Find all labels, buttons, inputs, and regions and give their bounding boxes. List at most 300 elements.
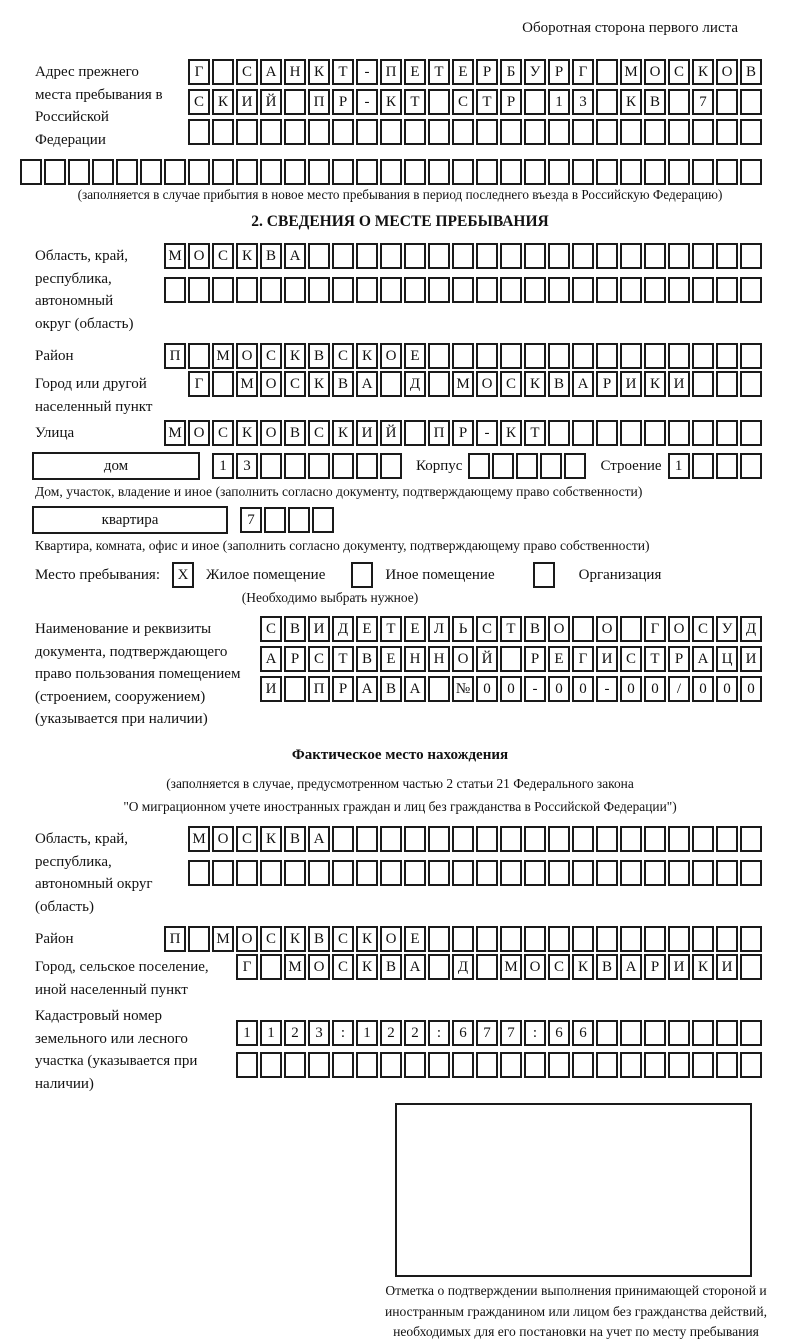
char-cell: И xyxy=(308,616,330,642)
char-cell: В xyxy=(356,646,378,672)
char-cell xyxy=(668,119,690,145)
char-cell xyxy=(380,243,402,269)
char-cell: П xyxy=(380,59,402,85)
char-cell xyxy=(332,159,354,185)
char-cell: Р xyxy=(548,59,570,85)
char-cell xyxy=(236,119,258,145)
char-cell xyxy=(428,954,450,980)
char-cell xyxy=(692,826,714,852)
char-cell: Р xyxy=(524,646,546,672)
char-cell xyxy=(356,826,378,852)
char-cell: 0 xyxy=(740,676,762,702)
char-cell xyxy=(500,826,522,852)
char-cell: К xyxy=(308,59,330,85)
char-cell: А xyxy=(404,676,426,702)
char-cell: С xyxy=(452,89,474,115)
char-cell: М xyxy=(212,343,234,369)
char-cell xyxy=(596,59,618,85)
char-cell xyxy=(284,277,306,303)
char-cell xyxy=(428,277,450,303)
char-cell xyxy=(596,1052,618,1078)
char-cell xyxy=(68,159,90,185)
char-cell xyxy=(692,243,714,269)
char-cell: Р xyxy=(452,420,474,446)
actual-location-note-line2: "О миграционном учете иностранных граждан и лиц без гражданства в Российской Федерации") xyxy=(123,798,677,814)
char-cell xyxy=(644,826,666,852)
char-cell xyxy=(356,243,378,269)
char-cell xyxy=(692,860,714,886)
char-cell: С xyxy=(332,954,354,980)
char-cell: М xyxy=(620,59,642,85)
char-cell: Й xyxy=(260,89,282,115)
char-cell xyxy=(596,89,618,115)
char-cell: Е xyxy=(404,616,426,642)
char-cell xyxy=(260,1052,282,1078)
char-cell: Р xyxy=(476,59,498,85)
char-cell: В xyxy=(308,343,330,369)
char-cell: Д xyxy=(452,954,474,980)
cadastre-field xyxy=(35,1003,762,1095)
char-cell xyxy=(380,159,402,185)
char-cell xyxy=(468,453,490,479)
actual-region-label: Область, край, республика, автономный округ (область) xyxy=(35,831,153,915)
char-cell: К xyxy=(236,420,258,446)
char-cell: К xyxy=(284,343,306,369)
prev-address-field xyxy=(35,59,762,151)
char-cell xyxy=(572,119,594,145)
char-cell xyxy=(740,119,762,145)
char-cell: Р xyxy=(596,371,618,397)
char-cell: С xyxy=(284,371,306,397)
char-cell xyxy=(188,119,210,145)
region-field xyxy=(35,243,762,335)
char-cell xyxy=(692,420,714,446)
char-cell xyxy=(644,1052,666,1078)
char-cell: М xyxy=(212,926,234,952)
char-cell: О xyxy=(236,926,258,952)
char-cell xyxy=(452,860,474,886)
char-cell: О xyxy=(212,826,234,852)
char-cell: Т xyxy=(524,420,546,446)
char-cell xyxy=(284,676,306,702)
char-cell: 0 xyxy=(644,676,666,702)
char-cell xyxy=(572,1052,594,1078)
char-cell: К xyxy=(380,89,402,115)
char-cell: В xyxy=(380,676,402,702)
char-cell: С xyxy=(668,59,690,85)
char-cell xyxy=(596,826,618,852)
char-cell xyxy=(452,826,474,852)
char-cell: С xyxy=(260,616,282,642)
char-cell xyxy=(332,119,354,145)
char-cell: : xyxy=(332,1020,354,1046)
char-cell xyxy=(260,119,282,145)
char-cell xyxy=(716,89,738,115)
char-cell: С xyxy=(476,616,498,642)
char-cell: С xyxy=(212,243,234,269)
char-cell: О xyxy=(476,371,498,397)
char-cell xyxy=(668,826,690,852)
char-cell: В xyxy=(284,616,306,642)
char-cell xyxy=(716,371,738,397)
char-cell: 3 xyxy=(308,1020,330,1046)
char-cell: С xyxy=(260,926,282,952)
char-cell xyxy=(380,860,402,886)
char-cell: О xyxy=(452,646,474,672)
char-cell: 1 xyxy=(548,89,570,115)
char-cell xyxy=(308,119,330,145)
char-cell xyxy=(308,159,330,185)
char-cell xyxy=(668,1052,690,1078)
char-cell xyxy=(260,453,282,479)
char-cell xyxy=(500,860,522,886)
char-cell xyxy=(212,860,234,886)
char-cell: К xyxy=(692,954,714,980)
char-cell: С xyxy=(260,343,282,369)
char-cell: В xyxy=(284,420,306,446)
char-cell: А xyxy=(308,826,330,852)
char-cell: - xyxy=(476,420,498,446)
char-cell: Г xyxy=(188,59,210,85)
stroenie-cells xyxy=(668,453,762,479)
actual-district-row xyxy=(164,926,762,952)
char-cell xyxy=(740,371,762,397)
char-cell: О xyxy=(380,343,402,369)
char-cell xyxy=(716,453,738,479)
char-cell xyxy=(332,1052,354,1078)
char-cell: Р xyxy=(644,954,666,980)
prev-address-row-4 xyxy=(20,159,762,185)
char-cell: Г xyxy=(572,59,594,85)
street-row xyxy=(164,420,762,446)
char-cell: Е xyxy=(404,59,426,85)
document-rows xyxy=(249,616,762,731)
back-side-note: Оборотная сторона первого листа xyxy=(522,20,738,36)
char-cell: И xyxy=(356,420,378,446)
char-cell xyxy=(332,860,354,886)
char-cell: О xyxy=(668,616,690,642)
char-cell xyxy=(332,243,354,269)
char-cell: В xyxy=(308,926,330,952)
char-cell: Л xyxy=(428,616,450,642)
char-cell xyxy=(668,1020,690,1046)
char-cell xyxy=(740,243,762,269)
char-cell xyxy=(452,243,474,269)
char-cell xyxy=(644,243,666,269)
char-cell: Ц xyxy=(716,646,738,672)
char-cell xyxy=(716,1052,738,1078)
char-cell xyxy=(692,1020,714,1046)
char-cell xyxy=(548,1052,570,1078)
char-cell: Н xyxy=(404,646,426,672)
char-cell: И xyxy=(740,646,762,672)
char-cell: 2 xyxy=(284,1020,306,1046)
actual-district-rows xyxy=(145,926,762,952)
char-cell xyxy=(692,119,714,145)
char-cell xyxy=(716,159,738,185)
char-cell: Г xyxy=(572,646,594,672)
char-cell: С xyxy=(332,343,354,369)
char-cell xyxy=(428,860,450,886)
char-cell xyxy=(212,371,234,397)
char-cell: К xyxy=(644,371,666,397)
char-cell xyxy=(404,159,426,185)
char-cell xyxy=(572,277,594,303)
char-cell: 7 xyxy=(500,1020,522,1046)
char-cell xyxy=(668,860,690,886)
char-cell: 2 xyxy=(404,1020,426,1046)
prev-address-note: (заполняется в случае прибытия в новое место пребывания в период последнего въезда в Российскую Федерацию) xyxy=(77,187,723,202)
street-field xyxy=(35,420,762,446)
char-cell: 6 xyxy=(572,1020,594,1046)
char-cell xyxy=(500,646,522,672)
char-cell xyxy=(164,277,186,303)
char-cell: В xyxy=(260,243,282,269)
char-cell xyxy=(212,159,234,185)
char-cell: С xyxy=(620,646,642,672)
char-cell: И xyxy=(668,954,690,980)
char-cell xyxy=(428,371,450,397)
district-label: Район xyxy=(35,348,74,364)
actual-region-rows xyxy=(175,826,762,918)
char-cell: О xyxy=(716,59,738,85)
char-cell: Д xyxy=(404,371,426,397)
char-cell xyxy=(380,371,402,397)
char-cell xyxy=(548,926,570,952)
char-cell xyxy=(404,860,426,886)
cadastre-row-2 xyxy=(236,1052,762,1078)
char-cell: А xyxy=(284,243,306,269)
char-cell: К xyxy=(524,371,546,397)
char-cell xyxy=(428,676,450,702)
char-cell: И xyxy=(596,646,618,672)
char-cell xyxy=(644,926,666,952)
char-cell: С xyxy=(236,826,258,852)
char-cell: - xyxy=(524,676,546,702)
char-cell: Ь xyxy=(452,616,474,642)
char-cell xyxy=(20,159,42,185)
char-cell xyxy=(716,926,738,952)
char-cell: Б xyxy=(500,59,522,85)
char-cell xyxy=(284,860,306,886)
prev-address-row-4-cells xyxy=(20,159,762,185)
char-cell xyxy=(404,1052,426,1078)
char-cell: : xyxy=(524,1020,546,1046)
char-cell xyxy=(668,277,690,303)
char-cell: Г xyxy=(188,371,210,397)
char-cell: С xyxy=(212,420,234,446)
char-cell: 3 xyxy=(572,89,594,115)
char-cell: П xyxy=(308,89,330,115)
char-cell: П xyxy=(164,343,186,369)
char-cell xyxy=(524,277,546,303)
char-cell xyxy=(428,243,450,269)
char-cell xyxy=(740,343,762,369)
char-cell: Т xyxy=(332,59,354,85)
actual-region-row-1 xyxy=(188,826,762,852)
char-cell xyxy=(476,277,498,303)
char-cell: 0 xyxy=(692,676,714,702)
char-cell: А xyxy=(260,646,282,672)
char-cell xyxy=(308,453,330,479)
char-cell: О xyxy=(548,616,570,642)
stay-type-note: (Необходимо выбрать нужное) xyxy=(241,590,419,605)
char-cell xyxy=(312,507,334,533)
char-cell xyxy=(620,926,642,952)
char-cell xyxy=(548,343,570,369)
char-cell xyxy=(596,159,618,185)
char-cell: № xyxy=(452,676,474,702)
char-cell xyxy=(716,343,738,369)
document-row-3 xyxy=(260,676,762,702)
char-cell xyxy=(500,1052,522,1078)
city-label: Город или другой населенный пункт xyxy=(35,376,153,415)
char-cell: Е xyxy=(452,59,474,85)
stroenie-label: Строение xyxy=(600,457,662,474)
char-cell xyxy=(524,926,546,952)
char-cell xyxy=(284,119,306,145)
char-cell xyxy=(668,926,690,952)
char-cell xyxy=(620,243,642,269)
char-cell: 0 xyxy=(548,676,570,702)
char-cell: 7 xyxy=(476,1020,498,1046)
char-cell: О xyxy=(260,371,282,397)
char-cell xyxy=(212,59,234,85)
actual-location-note-line1: (заполняется в случае, предусмотренном частью 2 статьи 21 Федерального закона xyxy=(166,775,634,791)
prev-address-rows xyxy=(163,59,762,151)
region-rows xyxy=(147,243,762,335)
char-cell xyxy=(740,954,762,980)
char-cell xyxy=(620,826,642,852)
char-cell xyxy=(692,159,714,185)
actual-city-rows xyxy=(221,954,762,1001)
char-cell xyxy=(260,860,282,886)
char-cell: С xyxy=(308,646,330,672)
char-cell xyxy=(692,343,714,369)
char-cell xyxy=(452,1052,474,1078)
char-cell xyxy=(452,119,474,145)
char-cell xyxy=(380,453,402,479)
char-cell xyxy=(500,277,522,303)
char-cell xyxy=(572,826,594,852)
document-row-2 xyxy=(260,646,762,672)
char-cell: Е xyxy=(380,646,402,672)
street-rows xyxy=(145,420,762,446)
char-cell: 1 xyxy=(236,1020,258,1046)
char-cell: Й xyxy=(380,420,402,446)
char-cell: К xyxy=(620,89,642,115)
char-cell: В xyxy=(380,954,402,980)
actual-city-label: Город, сельское поселение, иной населенный пункт xyxy=(35,959,209,998)
char-cell: А xyxy=(356,371,378,397)
char-cell: И xyxy=(716,954,738,980)
char-cell xyxy=(740,860,762,886)
char-cell xyxy=(620,616,642,642)
region-label: Область, край, республика, автономный округ (область) xyxy=(35,248,134,332)
prev-address-row-3 xyxy=(188,119,762,145)
prev-address-row-2 xyxy=(188,89,762,115)
char-cell xyxy=(500,343,522,369)
char-cell: О xyxy=(644,59,666,85)
char-cell xyxy=(716,243,738,269)
char-cell xyxy=(548,243,570,269)
char-cell: 0 xyxy=(500,676,522,702)
char-cell: В xyxy=(284,826,306,852)
char-cell: Т xyxy=(644,646,666,672)
char-cell xyxy=(236,159,258,185)
char-cell: Н xyxy=(284,59,306,85)
char-cell: 7 xyxy=(240,507,262,533)
char-cell xyxy=(92,159,114,185)
char-cell xyxy=(288,507,310,533)
char-cell xyxy=(284,453,306,479)
char-cell xyxy=(740,826,762,852)
char-cell: Т xyxy=(332,646,354,672)
char-cell xyxy=(212,119,234,145)
char-cell xyxy=(740,926,762,952)
char-cell: Н xyxy=(428,646,450,672)
korpus-label: Корпус xyxy=(416,457,463,474)
char-cell: О xyxy=(524,954,546,980)
char-cell: О xyxy=(260,420,282,446)
char-cell: 3 xyxy=(236,453,258,479)
char-cell: М xyxy=(164,420,186,446)
char-cell xyxy=(308,1052,330,1078)
char-cell xyxy=(524,860,546,886)
char-cell: Т xyxy=(404,89,426,115)
char-cell: В xyxy=(548,371,570,397)
stay-option-organization-label: Организация xyxy=(578,566,662,583)
house-cells xyxy=(212,453,402,479)
char-cell: И xyxy=(620,371,642,397)
char-cell xyxy=(620,343,642,369)
char-cell: О xyxy=(596,616,618,642)
char-cell xyxy=(524,119,546,145)
document-row-1 xyxy=(260,616,762,642)
char-cell: М xyxy=(452,371,474,397)
char-cell xyxy=(572,159,594,185)
char-cell xyxy=(380,1052,402,1078)
char-cell xyxy=(404,119,426,145)
char-cell xyxy=(548,277,570,303)
prev-address-label: Адрес прежнего места пребывания в Российской Федерации xyxy=(35,64,163,148)
char-cell xyxy=(668,159,690,185)
cadastre-label: Кадастровый номер земельного или лесного участка (указывается при наличии) xyxy=(35,1008,198,1092)
char-cell xyxy=(692,371,714,397)
char-cell xyxy=(476,343,498,369)
char-cell: Е xyxy=(404,343,426,369)
char-cell xyxy=(284,89,306,115)
char-cell: 0 xyxy=(476,676,498,702)
stamp-box xyxy=(395,1103,752,1277)
char-cell: О xyxy=(308,954,330,980)
char-cell xyxy=(428,1052,450,1078)
char-cell: К xyxy=(260,826,282,852)
char-cell xyxy=(524,826,546,852)
document-label: Наименование и реквизиты документа, подтверждающего право пользования помещением (строением, сооружением) (указывается при наличии) xyxy=(35,621,241,727)
char-cell xyxy=(188,860,210,886)
char-cell: У xyxy=(524,59,546,85)
street-label: Улица xyxy=(35,425,75,441)
char-cell: К xyxy=(332,420,354,446)
char-cell xyxy=(620,277,642,303)
char-cell xyxy=(716,119,738,145)
char-cell: А xyxy=(356,676,378,702)
char-cell: Р xyxy=(332,676,354,702)
char-cell xyxy=(716,826,738,852)
char-cell: К xyxy=(308,371,330,397)
char-cell: В xyxy=(740,59,762,85)
